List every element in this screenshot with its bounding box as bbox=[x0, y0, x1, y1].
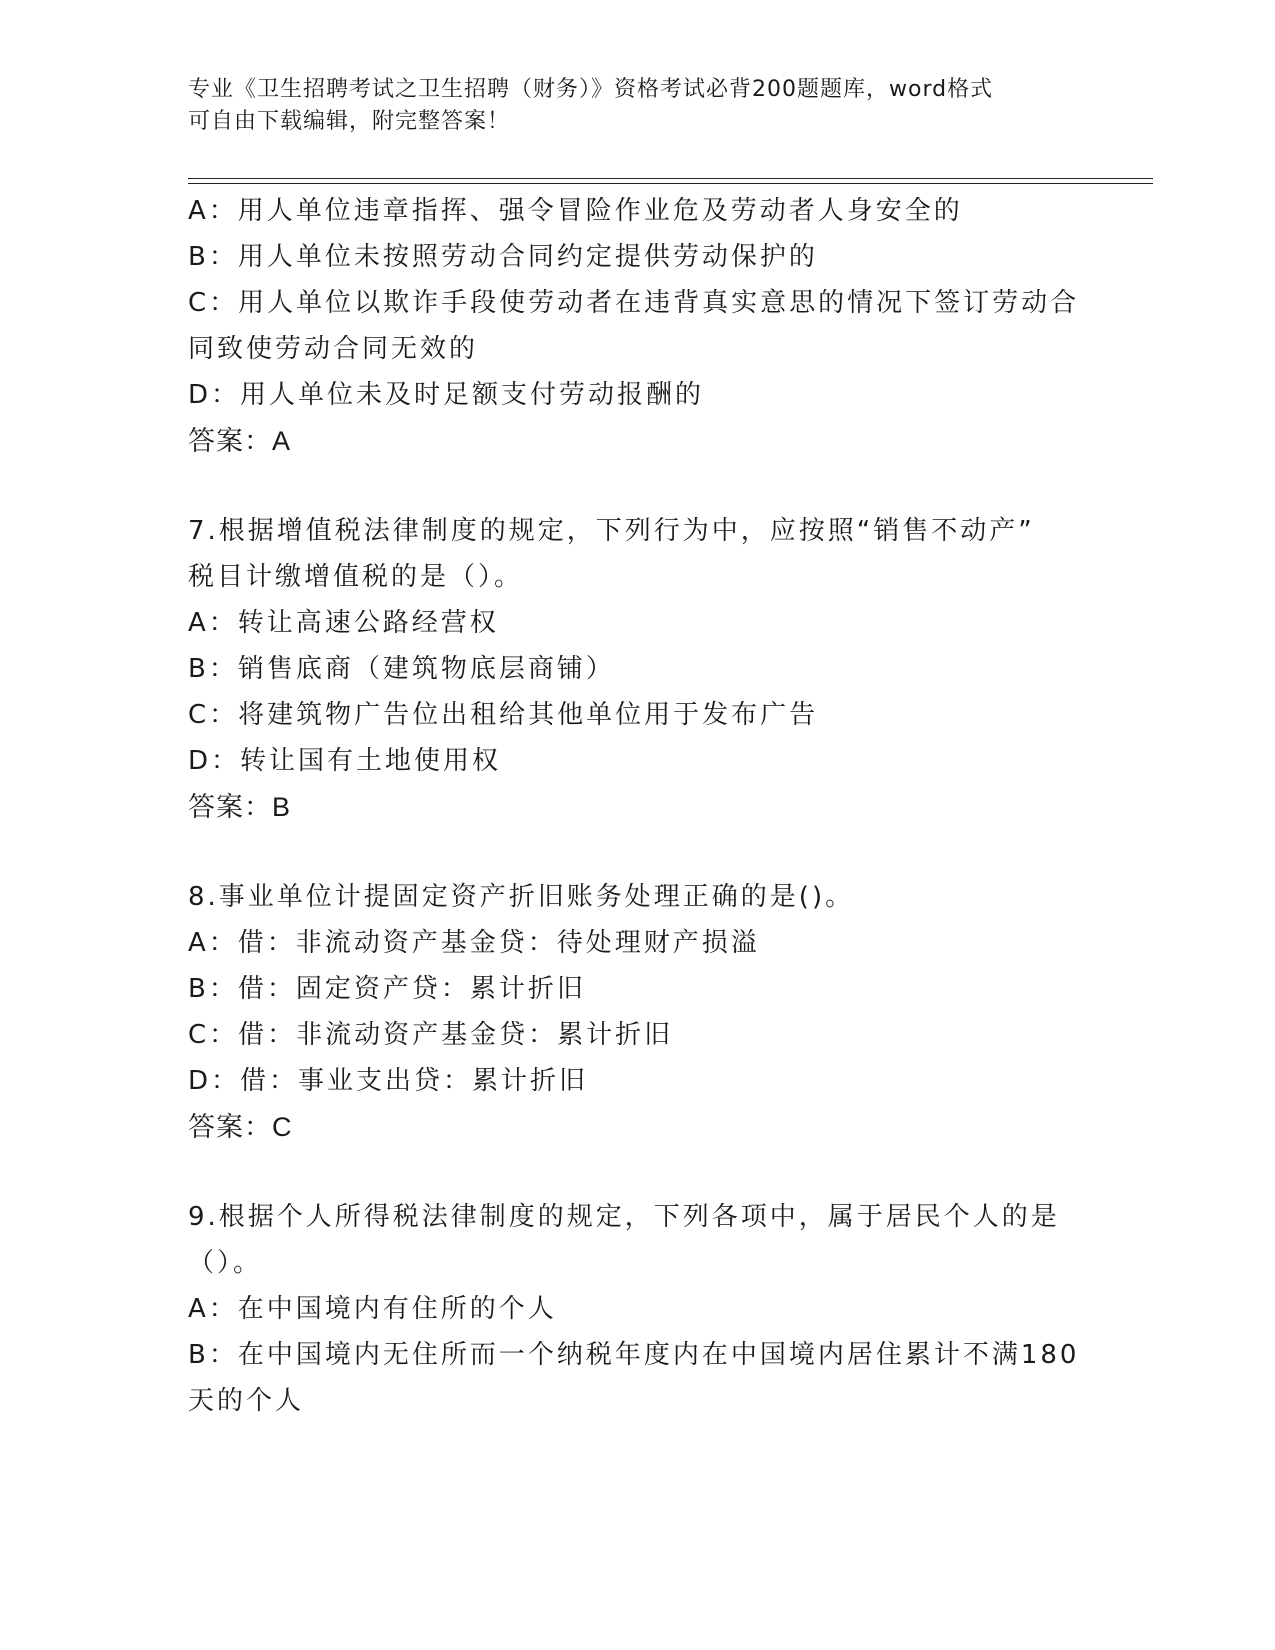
q6-option-a: A：用人单位违章指挥、强令冒险作业危及劳动者人身安全的 bbox=[188, 196, 963, 226]
q6-option-d: D：用人单位未及时足额支付劳动报酬的 bbox=[188, 380, 705, 410]
q6-option-b: B：用人单位未按照劳动合同约定提供劳动保护的 bbox=[188, 242, 818, 272]
q7-option-d: D：转让国有土地使用权 bbox=[188, 746, 502, 776]
q8-option-b: B：借：固定资产贷：累计折旧 bbox=[188, 974, 586, 1004]
header-title-line-2: 可自由下载编辑，附完整答案！ bbox=[188, 109, 511, 134]
question-9 bbox=[188, 1194, 1088, 1424]
q9-option-a: A：在中国境内有住所的个人 bbox=[188, 1294, 557, 1324]
q7-answer: 答案：B bbox=[188, 792, 292, 822]
q9-stem-line-1: 9.根据个人所得税法律制度的规定，下列各项中，属于居民个人的是 bbox=[188, 1202, 1060, 1232]
question-7 bbox=[188, 508, 1088, 830]
q6-answer: 答案：A bbox=[188, 426, 292, 456]
q8-option-c: C：借：非流动资产基金贷：累计折旧 bbox=[188, 1020, 674, 1050]
q8-stem: 8.事业单位计提固定资产折旧账务处理正确的是()。 bbox=[188, 882, 855, 912]
document-body bbox=[188, 188, 1088, 1424]
spacer bbox=[188, 830, 1088, 874]
q6-option-c-line-2: 同致使劳动合同无效的 bbox=[188, 334, 479, 364]
q8-option-a: A：借：非流动资产基金贷：待处理财产损溢 bbox=[188, 928, 760, 958]
q9-stem-line-2: （）。 bbox=[188, 1248, 263, 1278]
q8-answer: 答案：C bbox=[188, 1112, 293, 1142]
header-divider-bottom bbox=[188, 183, 1153, 184]
page-header bbox=[188, 74, 1088, 138]
q9-option-b-line-1: B：在中国境内无住所而一个纳税年度内在中国境内居住累计不满180 bbox=[188, 1340, 1080, 1370]
q8-option-d: D：借：事业支出贷：累计折旧 bbox=[188, 1066, 589, 1096]
q7-option-a: A：转让高速公路经营权 bbox=[188, 608, 499, 638]
q7-option-c: C：将建筑物广告位出租给其他单位用于发布广告 bbox=[188, 700, 819, 730]
spacer bbox=[188, 1150, 1088, 1194]
spacer bbox=[188, 464, 1088, 508]
q7-stem-line-1: 7.根据增值税法律制度的规定，下列行为中，应按照“销售不动产” bbox=[188, 516, 1035, 546]
q7-stem-line-2: 税目计缴增值税的是（）。 bbox=[188, 562, 524, 592]
q9-option-b-line-2: 天的个人 bbox=[188, 1386, 305, 1416]
header-title-line-1: 专业《卫生招聘考试之卫生招聘（财务）》资格考试必背200题题库，word格式 bbox=[188, 77, 994, 102]
q6-option-c-line-1: C：用人单位以欺诈手段使劳动者在违背真实意思的情况下签订劳动合 bbox=[188, 288, 1080, 318]
question-8 bbox=[188, 874, 1088, 1150]
header-divider-top bbox=[188, 178, 1153, 179]
q7-option-b: B：销售底商（建筑物底层商铺） bbox=[188, 654, 615, 684]
question-6 bbox=[188, 188, 1088, 464]
